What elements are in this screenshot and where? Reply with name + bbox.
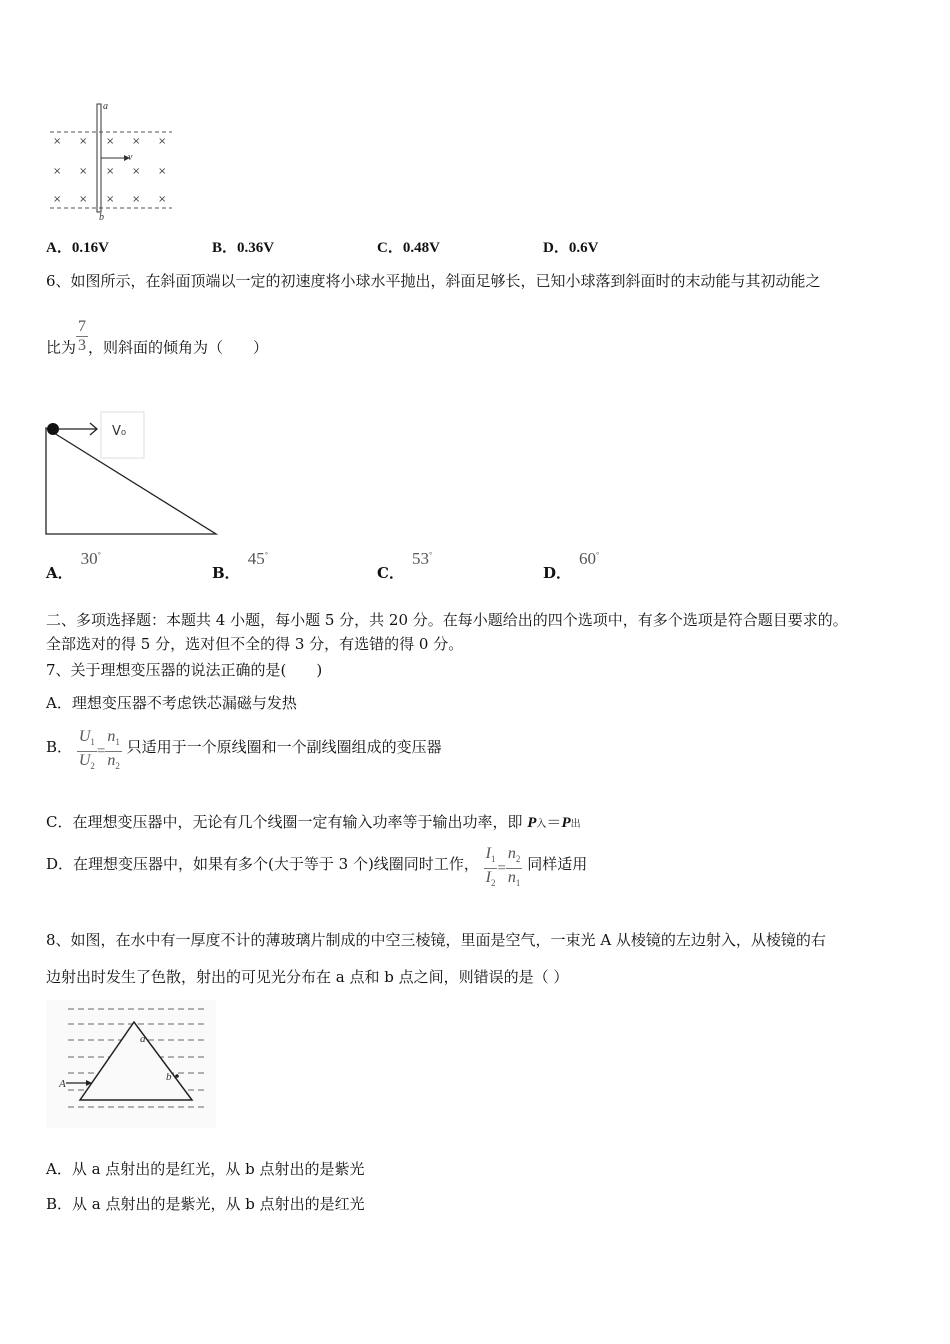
q7-option-a[interactable]: A．理想变压器不考虑铁芯漏磁与发热 (46, 694, 297, 712)
q5-cross: × (53, 136, 62, 147)
q5-cross: × (132, 136, 141, 147)
q5-cross: × (158, 136, 167, 147)
q8-stem-line1: 8、如图，在水中有一厚度不计的薄玻璃片制成的中空三棱镜，里面是空气，一束光 A 从棱镜的左边射入，从棱镜的右 (46, 931, 826, 949)
q5-option-d[interactable]: D．0.6V (543, 240, 599, 256)
q5-label-v: v (128, 152, 133, 163)
q5-cross: × (106, 136, 115, 147)
section2-line1: 二、多项选择题：本题共 4 小题，每小题 5 分，共 20 分。在每小题给出的四个选项中，有多个选项是符合题目要求的。 (46, 611, 848, 629)
q6-option-c[interactable]: C．53° (377, 549, 433, 582)
q8-prism-figure (46, 1000, 216, 1128)
q8-label-a: a (140, 1033, 146, 1045)
q7-option-c[interactable]: C．在理想变压器中，无论有几个线圈一定有输入功率等于输出功率，即 P入＝P出 (46, 813, 581, 831)
q5-label-b: b (99, 212, 104, 222)
q8-stem-line2: 边射出时发生了色散，射出的可见光分布在 a 点和 b 点之间，则错误的是（ ） (46, 968, 569, 986)
q7-stem: 7、关于理想变压器的说法正确的是( ) (46, 661, 323, 679)
q7-formula-b-left: $\frac{U_1}{U_2}$ (78, 728, 95, 772)
q5-cross: × (53, 194, 62, 205)
q7-option-b[interactable]: B． $\frac{U_1}{U_2}$ = $\frac{n_1}{n_2}$ 只适用于一个原线圈和一个副线圈组成的变压器 (46, 728, 442, 775)
q6-option-a[interactable]: A．30° (46, 549, 101, 582)
v0-label: V₀ (112, 424, 127, 439)
q8-label-A: A (59, 1078, 66, 1090)
q7-option-d[interactable]: D．在理想变压器中，如果有多个(大于等于 3 个)线圈同时工作， $\frac{I_1}{I_2}$ = $\frac{n_2}{n_1}$ 同样适用 (46, 845, 587, 892)
q5-cross: × (79, 136, 88, 147)
q6-incline-figure (40, 410, 230, 540)
q5-cross: × (79, 166, 88, 177)
q8-option-b[interactable]: B．从 a 点射出的是紫光，从 b 点射出的是红光 (46, 1195, 365, 1213)
q6-ratio-fraction: $\frac{7}{3}$ (78, 318, 87, 354)
q5-cross: × (132, 166, 141, 177)
q5-cross: × (106, 166, 115, 177)
q5-field-figure (46, 100, 176, 222)
q6-option-b[interactable]: B．45° (212, 549, 268, 582)
q6-stem-line1: 6、如图所示，在斜面顶端以一定的初速度将小球水平抛出，斜面足够长，已知小球落到斜面时的末动能与其初动能之 (46, 272, 821, 290)
q6-option-d[interactable]: D．60° (543, 549, 600, 582)
q7-formula-b-right: $\frac{n_1}{n_2}$ (107, 728, 120, 772)
q5-cross: × (106, 194, 115, 205)
q8-option-a[interactable]: A．从 a 点射出的是红光，从 b 点射出的是紫光 (46, 1160, 365, 1178)
q5-cross: × (132, 194, 141, 205)
q5-option-c[interactable]: C．0.48V (377, 240, 440, 256)
ball (47, 423, 59, 435)
q5-cross: × (158, 194, 167, 205)
q5-cross: × (53, 166, 62, 177)
q5-option-b[interactable]: B．0.36V (212, 240, 275, 256)
q5-cross: × (79, 194, 88, 205)
q7-formula-d-right: $\frac{n_2}{n_1}$ (507, 845, 521, 889)
q5-option-a[interactable]: A．0.16V (46, 240, 109, 256)
q7-formula-d-left: $\frac{I_1}{I_2}$ (485, 845, 496, 889)
q8-label-b: b (166, 1071, 172, 1083)
q5-cross: × (158, 166, 167, 177)
section2-line2: 全部选对的得 5 分，选对但不全的得 3 分，有选错的得 0 分。 (46, 635, 464, 653)
q6-stem-line2: 比为 $\frac{7}{3}$ ，则斜面的倾角为（ ） (46, 318, 269, 357)
q5-label-a: a (103, 101, 108, 112)
